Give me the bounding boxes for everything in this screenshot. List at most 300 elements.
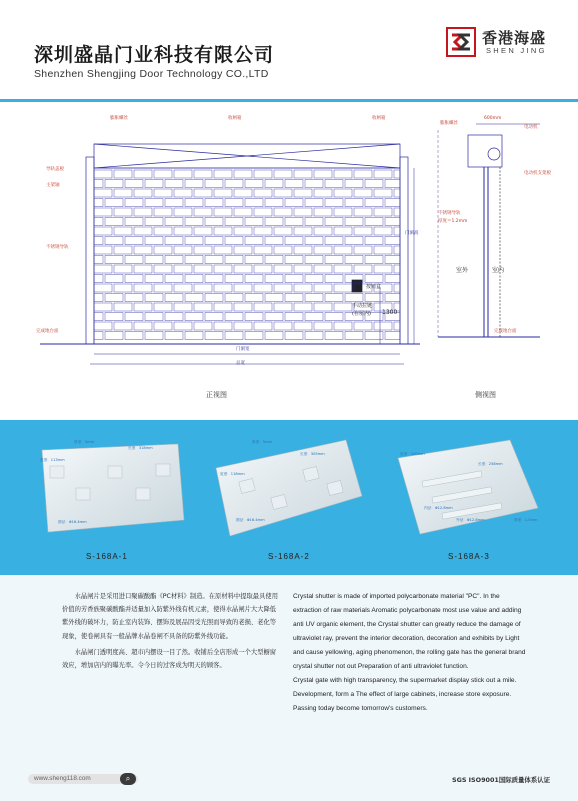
shutter-brick bbox=[154, 246, 172, 254]
shutter-brick bbox=[345, 218, 363, 226]
shutter-brick bbox=[254, 170, 272, 178]
shutter-brick bbox=[225, 294, 243, 302]
shutter-brick bbox=[325, 199, 343, 207]
label-guide-rail-top: 导轨盖板 bbox=[46, 167, 64, 172]
label-roll-box-right: 收闸箱 bbox=[372, 116, 386, 121]
shutter-brick bbox=[285, 180, 303, 188]
shutter-brick bbox=[94, 227, 112, 235]
shutter-brick bbox=[234, 189, 252, 197]
shutter-brick bbox=[254, 227, 272, 235]
shutter-brick bbox=[105, 199, 123, 207]
shutter-brick bbox=[305, 180, 323, 188]
shutter-brick bbox=[265, 237, 283, 245]
description-cn bbox=[62, 590, 280, 675]
shutter-brick bbox=[234, 170, 252, 178]
shutter-brick bbox=[354, 246, 372, 254]
shutter-brick bbox=[214, 189, 232, 197]
shutter-brick bbox=[265, 218, 283, 226]
p2-width: 宽度：118mm bbox=[220, 472, 245, 476]
shutter-brick bbox=[334, 322, 352, 330]
shutter-brick bbox=[165, 218, 183, 226]
shutter-brick bbox=[374, 322, 392, 330]
label-height-1300: 1300 bbox=[382, 309, 398, 316]
shutter-brick bbox=[145, 275, 163, 283]
shutter-brick bbox=[174, 303, 192, 311]
shutter-brick bbox=[94, 332, 103, 340]
shutter-brick bbox=[265, 180, 283, 188]
shutter-brick bbox=[274, 322, 292, 330]
shutter-brick bbox=[154, 227, 172, 235]
shutter-brick bbox=[165, 180, 183, 188]
shutter-brick bbox=[134, 284, 152, 292]
shutter-brick bbox=[205, 237, 223, 245]
shutter-brick bbox=[165, 294, 183, 302]
shutter-brick bbox=[125, 199, 143, 207]
shutter-brick bbox=[385, 180, 400, 188]
shutter-brick bbox=[185, 294, 203, 302]
shutter-brick bbox=[254, 246, 272, 254]
shutter-brick bbox=[274, 170, 292, 178]
shutter-brick bbox=[374, 208, 392, 216]
shutter-brick bbox=[365, 199, 383, 207]
label-motor-mount: 电动机支架板 bbox=[524, 171, 551, 176]
shutter-brick bbox=[94, 284, 112, 292]
front-left-rail bbox=[86, 157, 94, 344]
description-en-line: crystal shutter not out Preparation of anti ultraviolet function. bbox=[293, 663, 469, 670]
shutter-brick bbox=[225, 237, 243, 245]
side-roll-box bbox=[468, 135, 502, 167]
shutter-brick bbox=[314, 322, 332, 330]
shutter-brick bbox=[325, 256, 343, 264]
shutter-brick bbox=[314, 208, 332, 216]
shutter-brick bbox=[214, 208, 232, 216]
technical-drawing bbox=[0, 102, 578, 420]
p2-thickness: 厚度：5mm bbox=[252, 440, 273, 444]
label-manual-chain: 手动拉链 bbox=[352, 303, 373, 309]
shutter-brick bbox=[165, 256, 183, 264]
p2-hole: 圆径：Φ16.4mm bbox=[236, 518, 265, 522]
shutter-brick bbox=[165, 313, 183, 321]
label-expansion-bolt-left: 膨胀螺丝 bbox=[110, 116, 128, 121]
shutter-brick bbox=[125, 237, 143, 245]
shutter-brick bbox=[225, 275, 243, 283]
shutter-brick bbox=[365, 237, 383, 245]
shutter-brick bbox=[174, 246, 192, 254]
shutter-brick bbox=[374, 227, 392, 235]
shutter-brick bbox=[134, 227, 152, 235]
shutter-brick bbox=[254, 265, 272, 273]
shutter-brick bbox=[114, 189, 132, 197]
shutter-brick bbox=[125, 332, 143, 340]
shutter-brick bbox=[145, 294, 163, 302]
shutter-brick bbox=[294, 284, 312, 292]
shutter-brick bbox=[325, 237, 343, 245]
website-url[interactable]: www.sheng118.com bbox=[34, 775, 91, 782]
shutter-brick bbox=[194, 246, 212, 254]
shutter-brick bbox=[205, 218, 223, 226]
shutter-brick bbox=[365, 180, 383, 188]
description-cn-paragraph-1: 水晶闸片是采用进口聚碳酸酯《PC材料》制造。在原材料中提取最具使用价值的芳香族聚碳酸酯并适量加入防紫外线有机元素，使得水晶闸片大大降低紫外线的破坏力，防止室内装饰、摆饰及展品因受光照而导致的老损、老化等现象，使卷闸具有一般晶牌水晶卷闸不具备的防紫外线功能。 bbox=[62, 593, 278, 640]
shutter-brick bbox=[394, 170, 400, 178]
shutter-brick bbox=[325, 180, 343, 188]
shutter-brick bbox=[345, 256, 363, 264]
shutter-brick bbox=[305, 218, 323, 226]
shutter-brick bbox=[294, 208, 312, 216]
shutter-brick bbox=[225, 256, 243, 264]
shutter-brick bbox=[94, 218, 103, 226]
shutter-brick bbox=[145, 237, 163, 245]
shutter-brick bbox=[134, 246, 152, 254]
shutter-brick bbox=[365, 275, 383, 283]
shutter-brick bbox=[294, 246, 312, 254]
shutter-brick bbox=[154, 322, 172, 330]
shutter-brick bbox=[345, 332, 363, 340]
shutter-brick bbox=[174, 322, 192, 330]
shutter-brick bbox=[94, 294, 103, 302]
label-ss-guide-rail: 不锈钢导轨 bbox=[46, 245, 69, 250]
shutter-brick bbox=[285, 218, 303, 226]
label-thickness: 厚度＝1.2mm bbox=[438, 219, 468, 224]
shutter-brick bbox=[374, 265, 392, 273]
shutter-brick bbox=[385, 275, 400, 283]
description-cn-paragraph-2: 水晶闸门透明度高、超市内摆设一目了然。收铺后全店形成一个大型橱窗效应，增加店内的曝光率。令今日的过客成为明天的顾客。 bbox=[62, 648, 277, 670]
shutter-brick bbox=[174, 170, 192, 178]
shutter-brick bbox=[214, 303, 232, 311]
shutter-brick bbox=[245, 294, 263, 302]
shutter-brick bbox=[125, 180, 143, 188]
label-inside-note: (在屋内) bbox=[352, 311, 371, 317]
drawing-svg bbox=[0, 102, 578, 420]
p1-thickness: 厚度：5mm bbox=[74, 440, 95, 444]
shutter-brick bbox=[274, 227, 292, 235]
shutter-brick bbox=[245, 275, 263, 283]
shutter-brick bbox=[254, 284, 272, 292]
shutter-brick bbox=[314, 284, 332, 292]
shutter-brick bbox=[125, 256, 143, 264]
shutter-brick bbox=[365, 332, 383, 340]
shutter-brick bbox=[385, 256, 400, 264]
shutter-brick bbox=[294, 227, 312, 235]
shutter-brick bbox=[185, 313, 203, 321]
shutter-brick bbox=[145, 180, 163, 188]
shutter-brick bbox=[274, 265, 292, 273]
front-view-caption: 正视图 bbox=[206, 391, 227, 399]
shutter-brick bbox=[214, 170, 232, 178]
shutter-brick bbox=[154, 303, 172, 311]
shutter-brick bbox=[185, 237, 203, 245]
shutter-brick bbox=[265, 199, 283, 207]
header bbox=[0, 0, 578, 100]
company-name-cn: 深圳盛晶门业科技有限公司 bbox=[34, 44, 275, 66]
shutter-brick bbox=[345, 180, 363, 188]
shutter-brick bbox=[354, 227, 372, 235]
shutter-brick bbox=[205, 332, 223, 340]
shutter-brick bbox=[274, 246, 292, 254]
shutter-brick bbox=[114, 265, 132, 273]
shutter-brick bbox=[145, 332, 163, 340]
shutter-brick bbox=[214, 322, 232, 330]
shutter-brick bbox=[94, 322, 112, 330]
shutter-brick bbox=[134, 265, 152, 273]
shutter-brick bbox=[245, 180, 263, 188]
shutter-brick bbox=[105, 275, 123, 283]
shutter-brick bbox=[285, 332, 303, 340]
shutter-brick bbox=[294, 170, 312, 178]
shutter-brick bbox=[145, 256, 163, 264]
shutter-brick bbox=[274, 208, 292, 216]
shutter-brick bbox=[245, 313, 263, 321]
shutter-brick bbox=[365, 294, 383, 302]
label-indoor: 室内 bbox=[492, 267, 505, 274]
shutter-brick bbox=[174, 189, 192, 197]
shutter-brick bbox=[145, 199, 163, 207]
shutter-brick bbox=[105, 256, 123, 264]
description-en-line: extraction of raw materials Aromatic polycarbonate most use value and adding bbox=[293, 607, 522, 614]
shutter-brick bbox=[114, 246, 132, 254]
shutter-brick bbox=[374, 189, 392, 197]
shutter-brick bbox=[274, 284, 292, 292]
shutter-brick bbox=[114, 208, 132, 216]
shutter-brick bbox=[234, 208, 252, 216]
shutter-brick bbox=[165, 237, 183, 245]
shutter-brick bbox=[354, 170, 372, 178]
shutter-brick bbox=[194, 303, 212, 311]
shutter-brick bbox=[325, 294, 343, 302]
p1-length: 长度：318mm bbox=[128, 446, 153, 450]
shutter-brick bbox=[334, 208, 352, 216]
p1-width: 宽度：113mm bbox=[40, 458, 65, 462]
shutter-brick bbox=[234, 227, 252, 235]
shutter-brick bbox=[114, 303, 132, 311]
shutter-brick bbox=[254, 208, 272, 216]
shutter-brick bbox=[305, 275, 323, 283]
description-en bbox=[293, 590, 555, 716]
shutter-brick bbox=[314, 246, 332, 254]
description-en-line: Passing today become tomorrow's customers. bbox=[293, 705, 428, 712]
shutter-brick bbox=[294, 189, 312, 197]
company-name-en: Shenzhen Shengjing Door Technology CO.,LTD bbox=[34, 68, 269, 80]
shutter-brick bbox=[325, 332, 343, 340]
shutter-brick bbox=[205, 199, 223, 207]
p3-width: 宽度：100mm bbox=[400, 452, 425, 456]
shutter-brick bbox=[305, 237, 323, 245]
shutter-brick bbox=[194, 189, 212, 197]
shutter-brick bbox=[385, 218, 400, 226]
shutter-brick bbox=[305, 332, 323, 340]
label-roll-box: 收闸箱 bbox=[228, 116, 242, 121]
description-en-line: anti UV organic element, the Crystal shutter can greatly reduce the damage of bbox=[293, 621, 521, 628]
shutter-brick bbox=[174, 284, 192, 292]
shutter-brick bbox=[394, 208, 400, 216]
shutter-brick bbox=[314, 227, 332, 235]
shutter-brick bbox=[214, 246, 232, 254]
description-en-line: Crystal gate with high transparency, the supermarket display stick out a mile. bbox=[293, 677, 517, 684]
shutter-brick bbox=[254, 189, 272, 197]
shutter-brick bbox=[334, 265, 352, 273]
shutter-brick bbox=[185, 332, 203, 340]
shutter-brick bbox=[205, 180, 223, 188]
shutter-brick bbox=[154, 208, 172, 216]
shutter-brick bbox=[274, 303, 292, 311]
shutter-brick bbox=[374, 246, 392, 254]
shutter-brick bbox=[285, 294, 303, 302]
shutter-brick bbox=[134, 189, 152, 197]
shutter-brick bbox=[194, 322, 212, 330]
description-en-line: ultraviolet ray, prevent the interior decoration, decoration and exhibits by Light bbox=[293, 635, 520, 642]
side-view bbox=[438, 124, 540, 337]
shutter-brick bbox=[325, 313, 343, 321]
shutter-brick bbox=[305, 199, 323, 207]
shutter-brick bbox=[385, 199, 400, 207]
label-door-height: 门洞高 bbox=[405, 231, 419, 236]
shutter-brick bbox=[185, 218, 203, 226]
shutter-brick bbox=[245, 199, 263, 207]
shutter-brick bbox=[334, 303, 352, 311]
shutter-brick bbox=[125, 275, 143, 283]
shutter-brick bbox=[125, 313, 143, 321]
shutter-brick bbox=[125, 218, 143, 226]
model-label-3: S-168A-3 bbox=[448, 552, 490, 561]
shutter-brick bbox=[285, 199, 303, 207]
shutter-brick bbox=[205, 256, 223, 264]
front-right-rail bbox=[400, 157, 408, 344]
shutter-brick bbox=[185, 256, 203, 264]
shutter-brick bbox=[105, 294, 123, 302]
description-en-line: Development, form a The effect of large cabinets, increase store exposure. bbox=[293, 691, 512, 698]
shutter-brick bbox=[394, 227, 400, 235]
shutter-brick bbox=[134, 170, 152, 178]
shutter-brick bbox=[94, 208, 112, 216]
shutter-brick bbox=[214, 265, 232, 273]
shutter-brick bbox=[134, 208, 152, 216]
shutter-brick bbox=[214, 227, 232, 235]
shutter-brick bbox=[94, 237, 103, 245]
shutter-brick bbox=[125, 294, 143, 302]
shutter-brick bbox=[174, 208, 192, 216]
shutter-brick bbox=[105, 218, 123, 226]
shutter-brick bbox=[225, 180, 243, 188]
shutter-brick bbox=[185, 180, 203, 188]
product-panel-2 bbox=[212, 436, 366, 540]
company-logo bbox=[446, 24, 556, 64]
shutter-brick bbox=[354, 322, 372, 330]
label-main-shaft: 主架轴 bbox=[46, 183, 60, 188]
shutter-brick bbox=[225, 313, 243, 321]
shutter-brick bbox=[225, 332, 243, 340]
shutter-brick bbox=[345, 199, 363, 207]
shutter-brick bbox=[185, 199, 203, 207]
shutter-brick bbox=[94, 180, 103, 188]
shutter-brick bbox=[274, 189, 292, 197]
shutter-brick bbox=[94, 246, 112, 254]
label-button-box: 按钮盒 bbox=[366, 284, 382, 290]
shutter-brick bbox=[194, 265, 212, 273]
shutter-brick bbox=[254, 322, 272, 330]
shutter-brick bbox=[234, 303, 252, 311]
shutter-brick bbox=[154, 284, 172, 292]
shutter-brick bbox=[105, 180, 123, 188]
shutter-brick bbox=[245, 256, 263, 264]
shutter-brick bbox=[145, 313, 163, 321]
shutter-brick bbox=[354, 208, 372, 216]
shutter-brick bbox=[285, 313, 303, 321]
shutter-brick bbox=[334, 284, 352, 292]
shutter-brick bbox=[265, 294, 283, 302]
shutter-brick bbox=[345, 237, 363, 245]
shutter-brick bbox=[194, 170, 212, 178]
shutter-brick bbox=[325, 218, 343, 226]
shutter-brick bbox=[294, 265, 312, 273]
shutter-brick bbox=[394, 246, 400, 254]
shutter-brick bbox=[94, 199, 103, 207]
side-view-caption: 侧视图 bbox=[475, 391, 496, 399]
shutter-brick bbox=[265, 332, 283, 340]
shutter-brick bbox=[334, 246, 352, 254]
shutter-brick bbox=[134, 322, 152, 330]
shutter-brick bbox=[174, 265, 192, 273]
shutter-brick bbox=[294, 322, 312, 330]
shutter-brick bbox=[285, 237, 303, 245]
shutter-brick bbox=[145, 218, 163, 226]
label-total-width: 总宽 bbox=[236, 361, 245, 366]
shutter-brick bbox=[394, 265, 400, 273]
shutter-brick bbox=[194, 284, 212, 292]
shutter-brick bbox=[385, 294, 400, 302]
shutter-brick bbox=[314, 303, 332, 311]
shutter-brick bbox=[285, 256, 303, 264]
shutter-brick bbox=[134, 303, 152, 311]
shutter-brick bbox=[305, 294, 323, 302]
shutter-brick bbox=[225, 218, 243, 226]
label-outdoor: 室外 bbox=[456, 267, 469, 274]
shutter-brick bbox=[334, 189, 352, 197]
shutter-brick bbox=[314, 189, 332, 197]
shutter-brick bbox=[345, 294, 363, 302]
shutter-brick bbox=[354, 265, 372, 273]
shutter-brick bbox=[105, 313, 123, 321]
shutter-brick bbox=[205, 313, 223, 321]
shutter-brick bbox=[94, 313, 103, 321]
search-icon[interactable]: ⌕ bbox=[120, 773, 136, 785]
shutter-brick bbox=[334, 170, 352, 178]
shutter-brick bbox=[234, 284, 252, 292]
shutter-brick bbox=[205, 294, 223, 302]
shutter-brick bbox=[394, 284, 400, 292]
shutter-brick bbox=[194, 208, 212, 216]
shutter-brick bbox=[174, 227, 192, 235]
shutter-brick bbox=[285, 275, 303, 283]
shutter-brick bbox=[214, 284, 232, 292]
shutter-brick bbox=[245, 237, 263, 245]
shutter-brick bbox=[194, 227, 212, 235]
shutter-brick bbox=[225, 199, 243, 207]
shutter-brick bbox=[105, 237, 123, 245]
logo-text-cn: 香港海盛 bbox=[482, 29, 547, 47]
shutter-brick bbox=[205, 275, 223, 283]
label-door-width: 门洞宽 bbox=[236, 347, 250, 352]
label-expansion-bolt-right: 膨胀螺丝 bbox=[440, 121, 458, 126]
shutter-brick bbox=[265, 275, 283, 283]
shutter-brick bbox=[254, 303, 272, 311]
shutter-brick bbox=[114, 322, 132, 330]
shutter-brick bbox=[334, 227, 352, 235]
shutter-brick bbox=[365, 218, 383, 226]
shutter-brick bbox=[234, 246, 252, 254]
p3-hole-inner: 内径：Φ12.8mm bbox=[424, 506, 453, 510]
shutter-brick bbox=[325, 275, 343, 283]
shutter-brick bbox=[94, 170, 112, 178]
shutter-brick bbox=[165, 332, 183, 340]
